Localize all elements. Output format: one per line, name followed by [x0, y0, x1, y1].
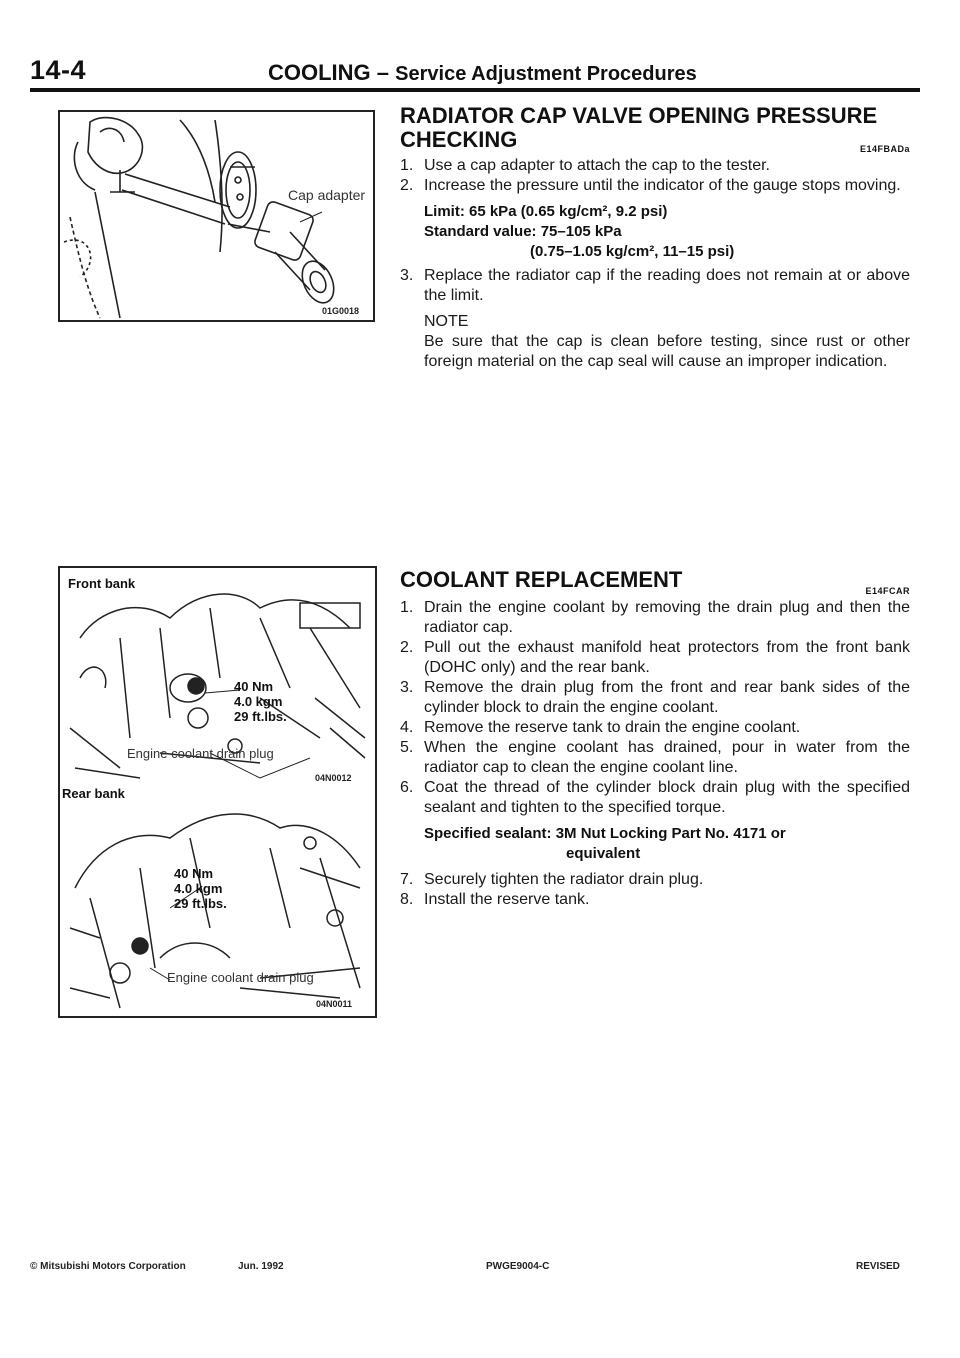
front-torque-ftlbs: 29 ft.lbs. — [234, 709, 287, 724]
cap-adapter-label: Cap adapter — [288, 187, 366, 203]
rear-torque-kgm: 4.0 kgm — [174, 881, 223, 896]
step-text: When the engine coolant has drained, pour in water from the radiator cap to clean the engine coolant line. — [424, 739, 910, 776]
step-item — [400, 638, 910, 678]
step-item — [400, 870, 910, 890]
step-item — [400, 890, 910, 910]
rear-bank-label: Rear bank — [62, 786, 125, 801]
section-title-line2: CHECKING — [400, 127, 518, 152]
footer-doc-code: PWGE9004-C — [486, 1261, 550, 1272]
section-title-line2-row — [400, 128, 910, 152]
note-label: NOTE — [424, 313, 469, 330]
step-text: Remove the reserve tank to drain the engine coolant. — [424, 719, 801, 736]
step-text: Securely tighten the radiator drain plug. — [424, 871, 704, 888]
step-number: 1. — [400, 599, 414, 616]
sealant-spec — [400, 824, 910, 864]
footer-copyright: © Mitsubishi Motors Corporation — [30, 1261, 186, 1272]
footer-status: REVISED — [856, 1261, 900, 1272]
step-item — [400, 266, 910, 306]
page-title-dash: – — [376, 60, 390, 85]
page-subtitle: Service Adjustment Procedures — [395, 63, 697, 85]
step-item — [400, 678, 910, 718]
section-title-radiator-cap — [400, 104, 910, 152]
sealant-line — [424, 824, 910, 844]
radiator-cap-steps — [400, 156, 910, 196]
step-number: 1. — [400, 157, 414, 174]
step-number: 3. — [400, 679, 414, 696]
step-number: 8. — [400, 891, 414, 908]
front-torque-kgm: 4.0 kgm — [234, 694, 283, 709]
rear-torque-nm: 40 Nm — [174, 866, 214, 881]
step-item — [400, 718, 910, 738]
note-text: Be sure that the cap is clean before testing, since rust or other foreign material on the cap seal will cause an improper indication. — [424, 333, 910, 370]
radiator-cap-steps-continued — [400, 266, 910, 306]
footer-date: Jun. 1992 — [238, 1261, 284, 1272]
step-text: Install the reserve tank. — [424, 891, 590, 908]
pressure-specs — [400, 202, 910, 262]
rear-torque-callout — [174, 866, 227, 911]
sealant-label: Specified sealant: — [424, 825, 552, 842]
step-text: Remove the drain plug from the front and rear bank sides of the cylinder block to drain the engine coolant. — [424, 679, 910, 716]
step-number: 2. — [400, 639, 414, 656]
rear-drain-plug-label: Engine coolant drain plug — [167, 970, 314, 985]
section-code: E14FCAR — [865, 586, 910, 596]
coolant-steps — [400, 598, 910, 818]
page-number: 14-4 — [30, 55, 87, 85]
cap-adapter-illustration — [60, 112, 373, 320]
coolant-steps-continued — [400, 870, 910, 910]
step-item — [400, 176, 910, 196]
front-figure-code: 04N0012 — [315, 773, 352, 783]
section-title-text: COOLANT REPLACEMENT — [400, 567, 683, 592]
section-title-line1: RADIATOR CAP VALVE OPENING PRESSURE — [400, 103, 878, 128]
front-torque-nm: 40 Nm — [234, 679, 274, 694]
section-radiator-cap — [400, 104, 910, 372]
section-code: E14FBADa — [859, 144, 910, 154]
figure-drain-plugs — [58, 566, 377, 1018]
rear-torque-ftlbs: 29 ft.lbs. — [174, 896, 227, 911]
step-number: 2. — [400, 177, 414, 194]
rear-figure-code: 04N0011 — [316, 999, 353, 1009]
sealant-value-line2: equivalent — [566, 845, 641, 862]
step-item — [400, 738, 910, 778]
page-title-main: COOLING — [268, 60, 371, 85]
step-number: 7. — [400, 871, 414, 888]
step-text: Pull out the exhaust manifold heat protectors from the front bank (DOHC only) and the rear bank. — [424, 639, 910, 676]
step-text: Drain the engine coolant by removing the drain plug and then the radiator cap. — [424, 599, 910, 636]
step-number: 5. — [400, 739, 414, 756]
step-item — [400, 156, 910, 176]
front-torque-callout — [234, 679, 287, 724]
step-text: Replace the radiator cap if the reading does not remain at or above the limit. — [424, 267, 910, 304]
step-item — [400, 598, 910, 638]
step-text: Coat the thread of the cylinder block drain plug with the specified sealant and tighten to the specified torque. — [424, 779, 910, 816]
step-number: 6. — [400, 779, 414, 796]
sealant-value: 3M Nut Locking Part No. 4171 or — [555, 825, 786, 842]
section-title-coolant — [400, 567, 910, 596]
step-text: Increase the pressure until the indicator of the gauge stops moving. — [424, 177, 901, 194]
figure-cap-adapter — [58, 110, 375, 322]
figure-code: 01G0018 — [322, 306, 360, 316]
front-bank-label: Front bank — [68, 576, 136, 591]
note-block — [400, 312, 910, 372]
spec-limit: Limit: 65 kPa (0.65 kg/cm², 9.2 psi) — [424, 203, 668, 220]
front-drain-plug-label: Engine coolant drain plug — [127, 746, 274, 761]
page-title — [268, 60, 697, 86]
spec-standard-range: (0.75–1.05 kg/cm², 11–15 psi) — [530, 243, 735, 260]
step-text: Use a cap adapter to attach the cap to the tester. — [424, 157, 770, 174]
step-number: 4. — [400, 719, 414, 736]
section-coolant-replacement — [400, 568, 910, 910]
step-number: 3. — [400, 267, 414, 284]
header-rule — [30, 88, 920, 92]
spec-standard: Standard value: 75–105 kPa — [424, 223, 622, 240]
step-item — [400, 778, 910, 818]
